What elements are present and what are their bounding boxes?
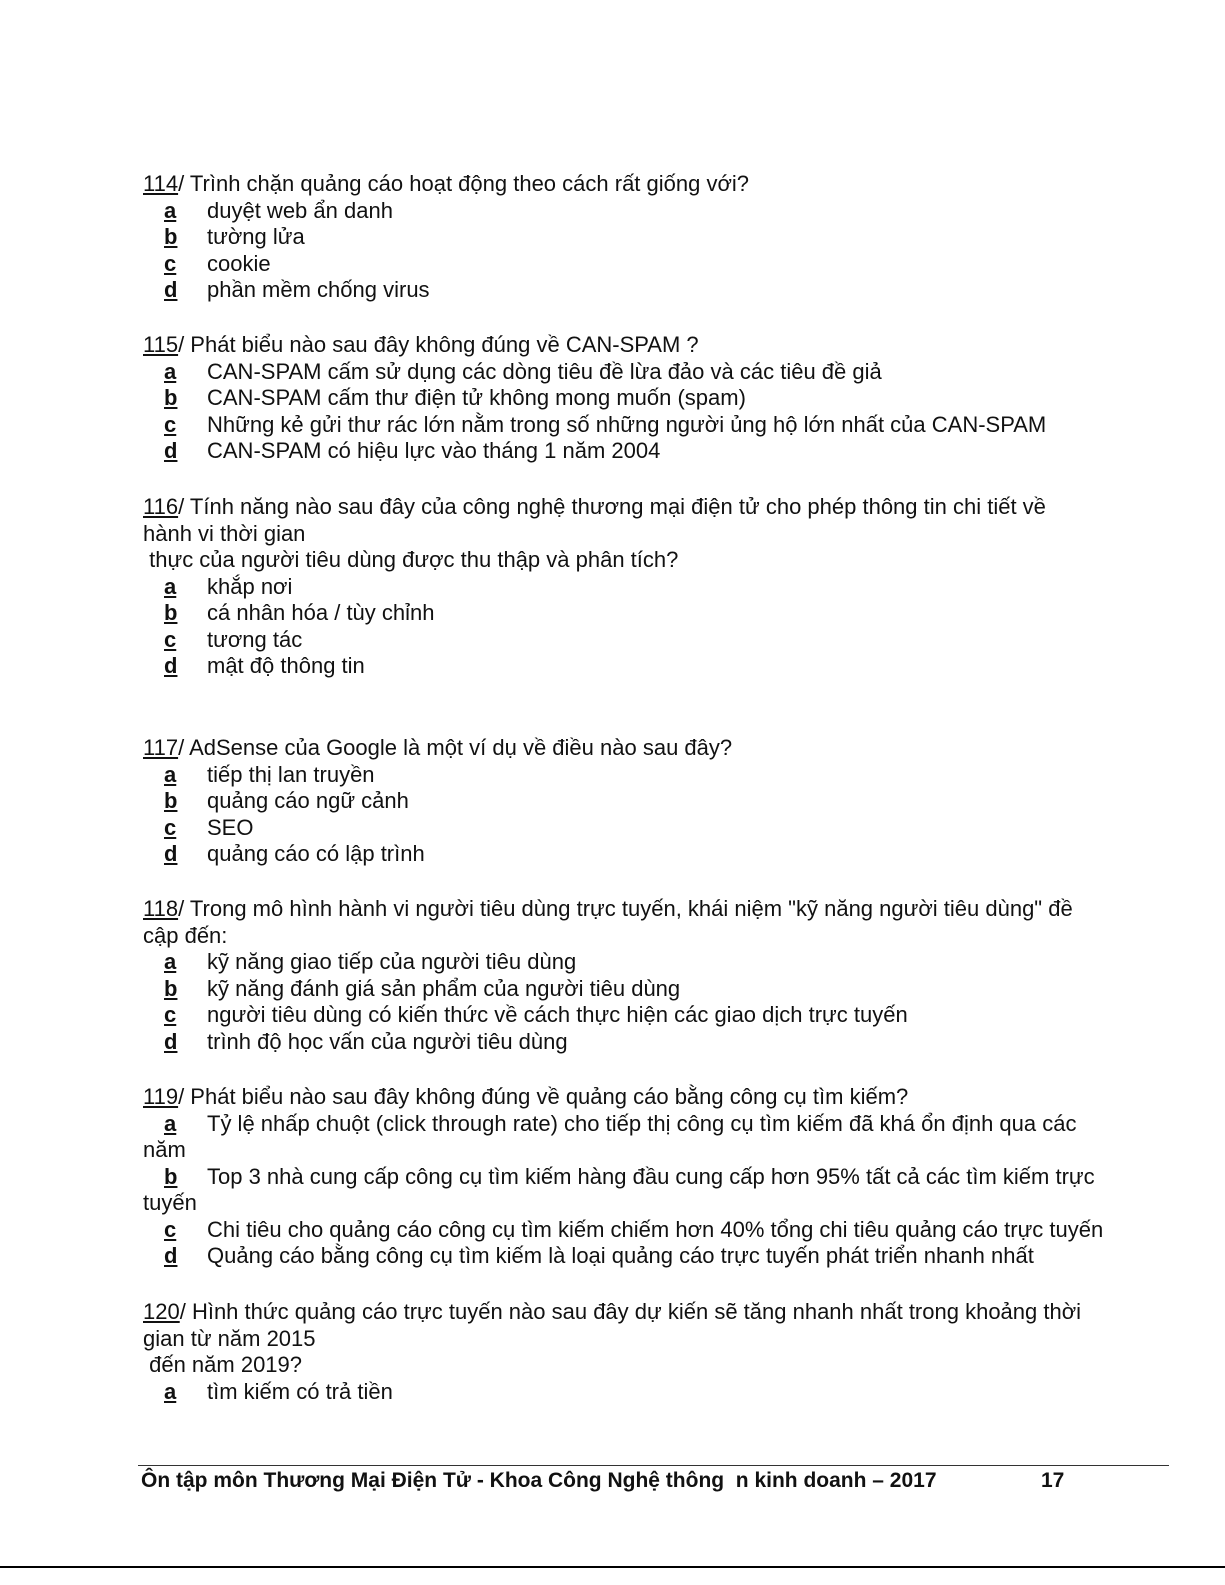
question-115 — [143, 332, 1178, 465]
question-118 — [143, 896, 1178, 1055]
option-d: d trình độ học vấn của người tiêu dùng — [164, 1028, 568, 1054]
option-d: d CAN-SPAM có hiệu lực vào tháng 1 năm 2004 — [164, 438, 661, 463]
option-c: c SEO — [164, 814, 254, 840]
option-b: b cá nhân hóa / tùy chỉnh — [164, 600, 435, 625]
option-b: b quảng cáo ngữ cảnh — [164, 788, 409, 813]
question-stem: 114/ Trình chặn quảng cáo hoạt động theo cách rất giống với? — [143, 171, 750, 196]
question-117 — [143, 735, 1178, 868]
option-c: c tương tác — [164, 626, 303, 652]
option-a: a CAN-SPAM cấm sử dụng các dòng tiêu đề lừa đảo và các tiêu đề giả — [164, 358, 882, 384]
question-116 — [143, 494, 1178, 680]
question-number: 120 — [143, 1299, 180, 1324]
question-120 — [143, 1299, 1178, 1405]
option-a: a tiếp thị lan truyền — [164, 761, 375, 787]
option-b: b kỹ năng đánh giá sản phẩm của người tiêu dùng — [164, 975, 681, 1001]
question-stem: 116/ Tính năng nào sau đây của công nghệ thương mại điện tử cho phép thông tin chi tiết về — [143, 494, 1046, 519]
question-114 — [143, 171, 1178, 304]
question-stem-line: đến năm 2019? — [143, 1352, 303, 1377]
bottom-divider — [0, 1566, 1225, 1568]
option-d: d quảng cáo có lập trình — [164, 841, 425, 866]
question-stem-line: hành vi thời gian — [143, 520, 306, 546]
option-b: b Top 3 nhà cung cấp công cụ tìm kiếm hàng đầu cung cấp hơn 95% tất cả các tìm kiếm trực tuyến — [143, 1163, 1095, 1215]
question-stem: 118/ Trong mô hình hành vi người tiêu dùng trực tuyến, khái niệm "kỹ năng người tiêu dùng" đề — [143, 896, 1073, 921]
option-a: a Tỷ lệ nhấp chuột (click through rate) cho tiếp thị công cụ tìm kiếm đã khá ổn định qua các năm — [143, 1110, 1077, 1162]
option-d: d mật độ thông tin — [164, 653, 365, 678]
question-stem: 115/ Phát biểu nào sau đây không đúng về CAN-SPAM ? — [143, 332, 699, 357]
footer-divider — [138, 1465, 1169, 1466]
option-b: b CAN-SPAM cấm thư điện tử không mong muốn (spam) — [164, 385, 746, 410]
question-stem-line: gian từ năm 2015 — [143, 1325, 316, 1351]
question-number: 114 — [143, 171, 179, 196]
option-c: c Những kẻ gửi thư rác lớn nằm trong số những người ủng hộ lớn nhất của CAN-SPAM — [164, 411, 1047, 437]
question-number: 119 — [143, 1084, 179, 1109]
option-a: a kỹ năng giao tiếp của người tiêu dùng — [164, 949, 577, 974]
option-a: a khắp nơi — [164, 573, 293, 599]
question-number: 115 — [143, 332, 179, 357]
option-a: a tìm kiếm có trả tiền — [164, 1378, 393, 1404]
question-number: 116 — [143, 494, 179, 519]
question-stem-line: cập đến: — [143, 922, 228, 948]
question-stem-line: thực của người tiêu dùng được thu thập và phân tích? — [143, 547, 679, 572]
question-stem: 117/ AdSense của Google là một ví dụ về điều nào sau đây? — [143, 735, 733, 760]
option-c: c Chi tiêu cho quảng cáo công cụ tìm kiếm chiếm hơn 40% tổng chi tiêu quảng cáo trực tuyến — [164, 1216, 1104, 1242]
option-d: d Quảng cáo bằng công cụ tìm kiếm là loại quảng cáo trực tuyến phát triển nhanh nhất — [164, 1243, 1034, 1268]
page-number: 17 — [1041, 1469, 1065, 1492]
question-number: 118 — [143, 896, 179, 921]
page-footer — [141, 1467, 1065, 1495]
option-a: a duyệt web ẩn danh — [164, 197, 393, 223]
option-b: b tường lửa — [164, 224, 305, 249]
question-stem: 119/ Phát biểu nào sau đây không đúng về quảng cáo bằng công cụ tìm kiếm? — [143, 1084, 909, 1109]
question-number: 117 — [143, 735, 179, 760]
option-c: c người tiêu dùng có kiến thức về cách thực hiện các giao dịch trực tuyến — [164, 1002, 908, 1027]
question-119 — [143, 1084, 1183, 1270]
footer-title: Ôn tập môn Thương Mại Điện Tử - Khoa Công Nghệ thông n kinh doanh – 2017 — [141, 1469, 937, 1492]
option-c: c cookie — [164, 250, 271, 276]
option-d: d phần mềm chống virus — [164, 277, 430, 302]
question-stem: 120/ Hình thức quảng cáo trực tuyến nào sau đây dự kiến sẽ tăng nhanh nhất trong khoảng thời — [143, 1299, 1082, 1324]
